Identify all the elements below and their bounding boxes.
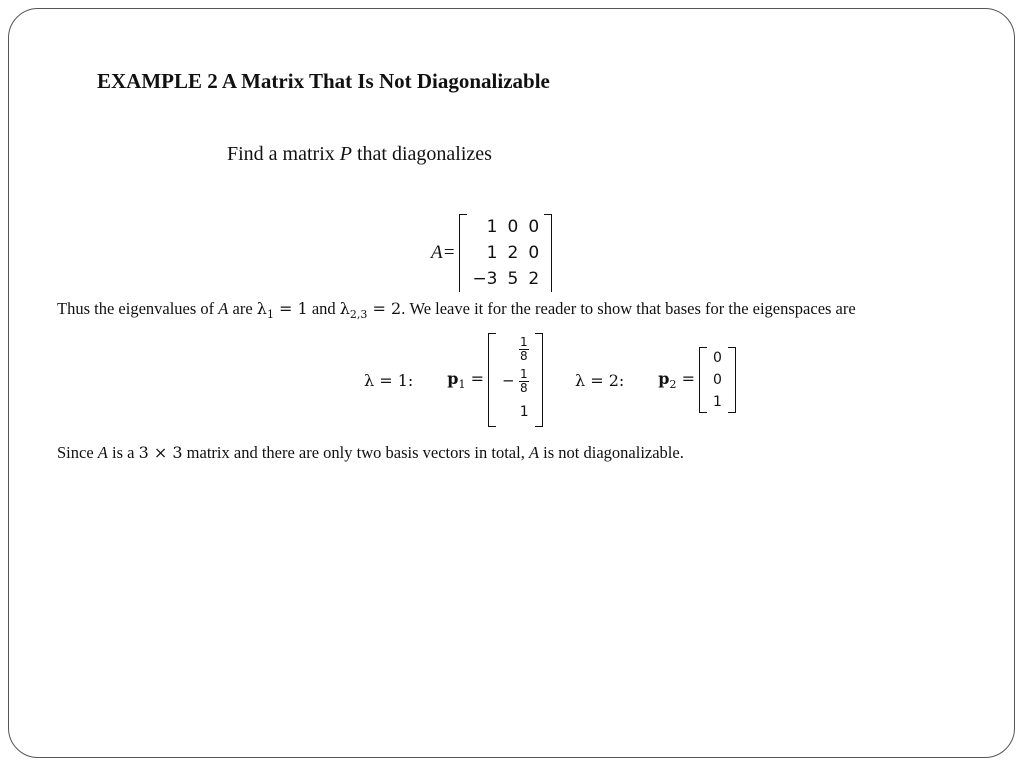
p1-entry: 1	[519, 404, 529, 420]
frac-denominator: 8	[520, 348, 528, 363]
p2-entries	[707, 347, 728, 413]
eig-text-2: are	[228, 299, 257, 318]
matrix-a-right-bracket	[544, 214, 552, 292]
p1-right-bracket	[535, 333, 543, 427]
lambda-23-sub: 2,3	[349, 308, 368, 322]
conclusion-sentence	[57, 443, 684, 463]
p2-row	[707, 369, 728, 391]
matrix-a-row	[467, 240, 544, 266]
matrix-a-left-bracket	[459, 214, 467, 292]
concl-text-3: matrix and there are only two basis vectors in total,	[182, 443, 529, 462]
eigenspace-lambda-2	[575, 344, 736, 416]
p1-left-bracket	[488, 333, 496, 427]
p1-entries	[496, 333, 535, 427]
matrix-a-cell: 1	[486, 243, 498, 263]
p2-entry: 1	[712, 394, 722, 410]
matrix-a-letter: A	[431, 242, 443, 263]
p2-row	[707, 347, 728, 369]
matrix-a-cell: −3	[472, 269, 498, 289]
p2-sub: 2	[669, 378, 677, 392]
p1-equals: =	[465, 368, 484, 388]
p1-sub: 1	[458, 378, 466, 392]
lambda-1-expr	[256, 299, 308, 322]
lambda-symbol: λ	[256, 299, 267, 318]
matrix-a	[467, 214, 544, 292]
p2-label	[658, 369, 695, 391]
lambda-1-sub: 1	[266, 308, 274, 322]
eig-text-1: Thus the eigenvalues of	[57, 299, 219, 318]
eig-text-4: . We leave it for the reader to show that bases for the eigenspaces are	[401, 299, 856, 318]
p1-name: p	[447, 368, 459, 388]
concl-dims: 3 × 3	[138, 443, 183, 462]
p1-entry	[496, 365, 535, 397]
matrix-a-cell: 2	[528, 269, 540, 289]
matrix-a-cell: 1	[486, 217, 498, 237]
intro-text	[227, 143, 492, 166]
intro-after: that diagonalizes	[351, 143, 492, 165]
matrix-a-cell: 0	[528, 217, 540, 237]
eig-var-a: A	[218, 299, 229, 318]
p1-label	[447, 369, 484, 391]
p2-name: p	[658, 368, 670, 388]
matrix-a-cell: 5	[507, 269, 519, 289]
matrix-a-row	[467, 266, 544, 292]
eigenvalues-sentence	[57, 299, 856, 321]
lambda-symbol: λ	[339, 299, 350, 318]
frac-one-eighth	[519, 368, 529, 395]
concl-text-4: is not diagonalizable.	[539, 443, 684, 462]
slide-title: EXAMPLE 2 A Matrix That Is Not Diagonalizable	[97, 69, 550, 93]
matrix-a-equation	[431, 214, 552, 292]
frac-one-eighth	[519, 336, 529, 363]
p1-row	[496, 333, 535, 365]
p1-vector	[488, 333, 543, 427]
intro-before: Find a matrix	[227, 143, 340, 165]
matrix-a-label	[431, 242, 455, 264]
lambda-23-expr	[339, 299, 402, 322]
p2-equals: =	[676, 368, 695, 388]
eigenspace-lambda-1	[364, 330, 543, 430]
eigen2-label: λ = 2:	[575, 370, 625, 390]
matrix-a-cell: 2	[507, 243, 519, 263]
frac-numerator: 1	[520, 366, 528, 381]
lambda-23-value: = 2	[367, 299, 402, 318]
p1-row	[496, 365, 535, 397]
p2-right-bracket	[728, 347, 736, 413]
concl-var-a: A	[97, 443, 108, 462]
frac-numerator: 1	[520, 334, 528, 349]
concl-var-a: A	[528, 443, 540, 462]
intro-var-p: P	[339, 143, 352, 165]
eig-text-3: and	[307, 299, 340, 318]
eigen1-label: λ = 1:	[364, 370, 414, 390]
p1-entry	[496, 333, 535, 365]
minus-sign: −	[501, 371, 515, 389]
frac-denominator: 8	[520, 380, 528, 395]
concl-text-2: is a	[107, 443, 139, 462]
matrix-a-row	[467, 214, 544, 240]
matrix-a-cell: 0	[507, 217, 519, 237]
p1-row	[496, 397, 535, 427]
p2-left-bracket	[699, 347, 707, 413]
p2-entry: 0	[712, 372, 722, 388]
p2-vector	[699, 347, 736, 413]
matrix-a-equals: =	[442, 242, 456, 263]
concl-text-1: Since	[57, 443, 98, 462]
p2-row	[707, 391, 728, 413]
p2-entry: 0	[712, 350, 722, 366]
lambda-1-value: = 1	[273, 299, 308, 318]
matrix-a-cell: 0	[528, 243, 540, 263]
